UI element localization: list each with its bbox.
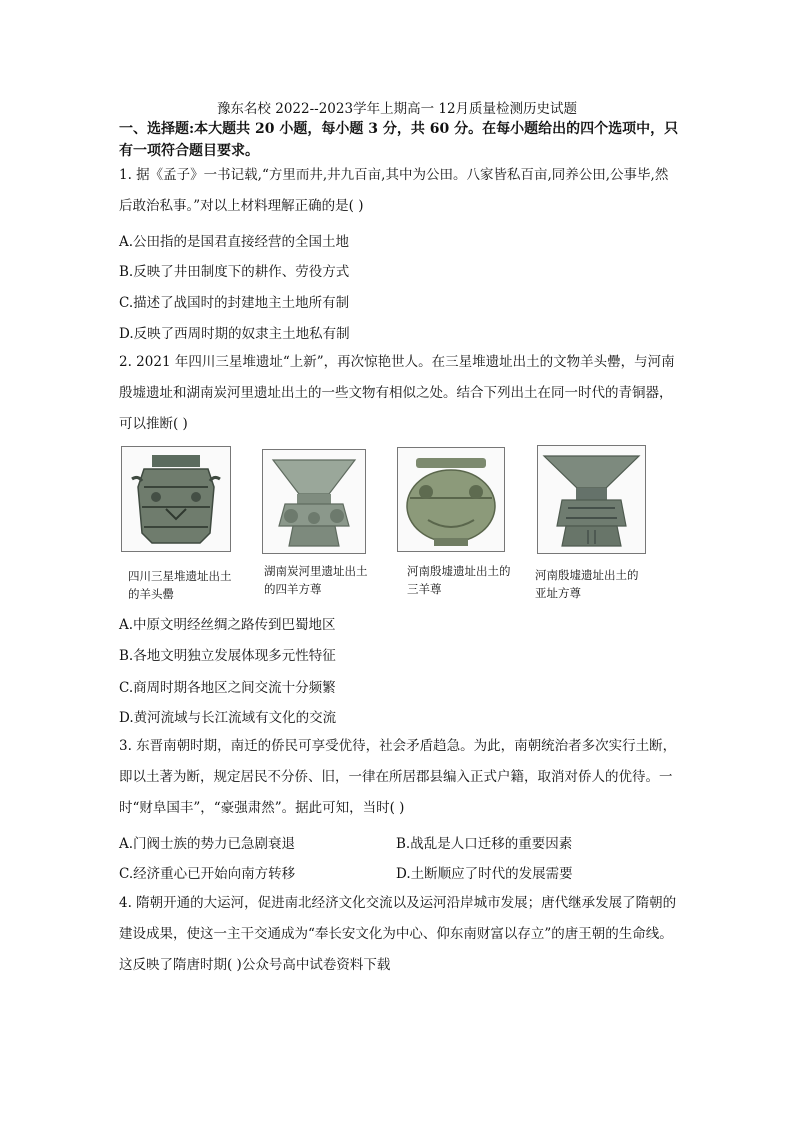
yazhi-square-zun-icon [537,445,646,554]
question-2-option-a: A.中原文明经丝绸之路传到巴蜀地区 [119,617,336,633]
three-ram-zun-icon [397,447,505,552]
four-ram-zun-icon [262,449,366,554]
question-2-option-d: D.黄河流域与长江流域有文化的交流 [119,710,337,726]
question-3-option-c: C.经济重心已开始向南方转移 [119,866,296,882]
bronze-lei-icon [121,446,231,552]
question-3-option-d: D.土断顺应了时代的发展需要 [396,866,573,882]
section-heading: 一、选择题:本大题共 20 小题，每小题 3 分，共 60 分。在每小题给出的四个选项中，只有一项符合题目要求。 [119,121,679,159]
question-2-option-b: B.各地文明独立发展体现多元性特征 [119,648,336,664]
question-2-option-c: C.商周时期各地区之间交流十分频繁 [119,680,336,696]
question-1-option-b: B.反映了井田制度下的耕作、劳役方式 [119,264,350,280]
figure-4-caption: 河南殷墟遗址出土的亚址方尊 [535,568,639,600]
question-1-option-c: C.描述了战国时的封建地主土地所有制 [119,295,350,311]
question-3-option-a: A.门阀士族的势力已急剧衰退 [119,836,296,852]
question-1-option-a: A.公田指的是国君直接经营的全国土地 [119,234,350,250]
question-1-option-d: D.反映了西周时期的奴隶主土地私有制 [119,326,350,342]
figure-1-caption: 四川三星堆遗址出土的羊头罍 [128,569,232,601]
figure-2-caption: 湖南炭河里遗址出土的四羊方尊 [264,564,368,596]
exam-title: 豫东名校 2022--2023学年上期高一 12月质量检测历史试题 [216,101,578,117]
question-3-option-b: B.战乱是人口迁移的重要因素 [396,836,573,852]
question-2-stem: 2. 2021 年四川三星堆遗址“上新”，再次惊艳世人。在三星堆遗址出土的文物羊头罍，与河南殷墟遗址和湖南炭河里遗址出土的一些文物有相似之处。结合下列出土在同一时代的青铜器，可以推断( ) [119,354,675,432]
question-4-stem: 4. 隋朝开通的大运河，促进南北经济文化交流以及运河沿岸城市发展；唐代继承发展了隋朝的建设成果，使这一主干交通成为“奉长安文化为中心、仰东南财富以存立”的唐王朝的生命线。这反映了隋唐时期( )公众号高中试卷资料下载 [119,895,677,973]
question-3-stem: 3. 东晋南朝时期，南迁的侨民可享受优待，社会矛盾趋急。为此，南朝统治者多次实行土断，即以土著为断，规定居民不分侨、旧，一律在所居郡县编入正式户籍，取消对侨人的优待。一时“财阜国丰”，“豪强肃然”。据此可知，当时( ) [119,738,677,816]
figure-3-caption: 河南殷墟遗址出土的三羊尊 [407,564,511,596]
question-1-stem: 1. 据《孟子》一书记载,“方里而井,井九百亩,其中为公田。八家皆私百亩,同养公田,公事毕,然后敢治私事。”对以上材料理解正确的是( ) [119,167,669,214]
